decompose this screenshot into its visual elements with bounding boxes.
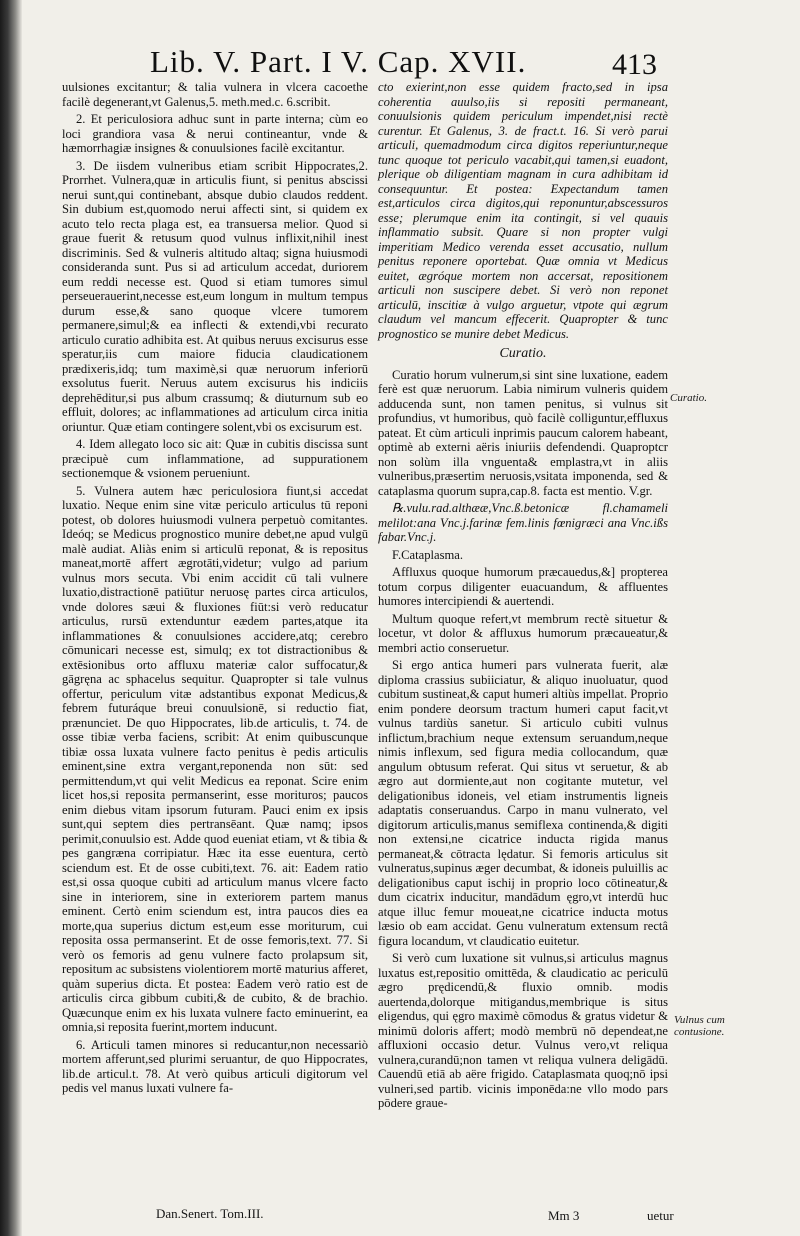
recipe-paragraph: ℞.vulu.rad.althææ,Vnc.ß.betonicæ fl.chamameli melilot:ana Vnc.j.farinæ fem.linis fœnigræci ana Vnc.ißs fabar.Vnc.j. — [378, 501, 668, 544]
right-paragraph-continuation: cto exierint,non esse quidem fracto,sed in ipsa coherentia auulso,iis si repositi permaneant, conuulsionis quidem periculum impendet,nisi rectè curentur. Et Galenus, 3. de fract.t. 16. Si verò parui articuli, quemadmodum circa digitos reperiuntur,neque tunc quoque tot periculo vacabit,qui tamen,si euadont, plerique ob diligentiam magnam in cura adhibitam id consequuntur. Et postea: Expectandum tamen est,articulos circa digitos,qui reponuntur,abscessuros esse; plerumque enim ita contingit, si vel quauis inflammatio subsit. Quare si non propter vulgi imperitiam Medico verenda esset accusatio, nullum penitus reponere oportebat. Quæ omnia vt Medicus euitet, ægróque mortem non accersat, repositionem articuli non suscipere debet. Si verò non reponet articulū, inscitiæ à vulgo arguetur, vtpote qui ægrum claudum vel mancum effecerit. Quapropter & tunc prognostico se munire debet Medicus. — [378, 80, 668, 341]
footer-catchword: uetur — [647, 1208, 674, 1223]
book-spine-shadow — [0, 0, 22, 1236]
left-paragraph-3: 3. De iisdem vulneribus etiam scribit Hippocrates,2. Prorrhet. Vulnera,quæ in articulis fiunt, si penitus abscissi nerui sunt,qui continebant, absque dubio claudos reddent. Sin dubium est,quomodo nerui affecti sint, si quidem ex acuto telo recta plaga est, ea transuersa melior. Quod si graue fuerit & retusum quod vulnus inflixit,nihil inest discriminis. Sed & vulneris altitudo altaq; signa huiusmodi consideranda sunt. Pus si ad articulum accedat, duriorem eum reddi necesse est. Quod si etiam tumores simul perseuerauerint,necesse est,eum longum in multum tempus durum esse,& sano quoque vlcere tumorem permanere,simul;& ea inflecti & extendi,vbi recurato articulo curatio adhibita est. At quibus neruus excisurus esse speratur,iis cum maiore fiducia claudicationem prædixeris,idq; tum maximè,si quæ neruorum inferiorū exsolutus fuerit. Neruus autem excisurus his indiciis deprehēditur,si pus album crassumq; & diuturnum sub eo effluit, dolores; ac inflammationes ad articulum circa initia oriuntur. Quæ etiam contingere solent,vbi os excisurum est. — [62, 158, 368, 434]
left-column — [62, 80, 368, 1099]
right-paragraph-4: Si ergo antica humeri pars vulnerata fuerit, alæ diploma crassius subiiciatur, & aliquo inuoluatur, quod cubitum sustineat,& caput humeri altiùs impellat. Proprio enim pondere deorsum tractum humeri caput facit,vt vulnus tardiùs sanetur. Si articulo cubiti vulnus inflictum,brachium neque extensum seruandum,neque nimis inflexum, sed figura media collocandum, quæ angulum obtusum referat. Qui situs vt seruetur, & ab ægro aut dormiente,aut non cogitante mutetur, vel deligationibus idoneis, vel etiam instrumentis ligneis adaptatis conseruandus. Carpo in manu vulnerato, vel digitorum articulis,manus semiflexa continenda,& digiti non extensi,ne cicatrice inducta rigida manus permaneat,& cōtracta lędatur. Si femoris articulus sit vulneratus,supinus æger decumbat, & idoneis puluillis ac deligationibus caput ischij in proprio loco cōtineatur,& dum cicatrix inducitur, mandādum ęgro,vt interdū huc atque illuc femur moueat,ne cicatrice inducta motus læsio ob eam accidat. Genu vulneratum extensum rectâ figura locandum, vt claudicatio euitetur. — [378, 658, 668, 948]
section-heading-curatio: Curatio. — [499, 346, 547, 361]
footer-signature-right: Mm 3 — [548, 1208, 580, 1223]
left-paragraph-5: 5. Vulnera autem hæc periculosiora fiunt,si accedat luxatio. Neque enim sine vitæ periculo articulus tū reponi potest, ob dolores huiusmodi vulnera perpetuò comitantes. Ideóq; se Medicus prognostico munire debet,ne apud vulgū malè audiat. Aliàs enim si articulū reponat, & is repositus maneat,mortē affert ægrotāti,videtur; vulgo ad parium vulnus mors secuta. Vbi enim accidit cū tali vulnere luxatio,distractionē patiūtur neruosę partes circa articulos, vnde dolores sæui & fluxiones fiūt:si verò reducatur articulus, rursū extenduntur eædem partes,atque ita inflammationes & conuulsiones accidere,atq; cerebro cōmunicari necesse est, simulq; ex tot distractionibus & extēsionibus orto affluxu materiæ calor suffocatur,& gāgręna ac sphacelus sequitur. Quapropter si tale vulnus offertur, periculum vitæ adstantibus exponat Medicus,& febrem futuráque breui conuulsionē, si reductio fiat, prænunciet. De quo Hippocrates, lib.de articulis, t. 74. de osse tibiæ verba faciens, scribit: At enim quibuscunque tibiæ ossa luxata vulnere facto penitus è pedis articulis eminent,sine extra vergant,reponenda non sūt: sed permittendum,vt qui velit Medicus ea reponat. Scire enim licet hos,si reposita permanserint, esse morituros; paucos enim diebus vitam ipsorum futuram. Pauci enim ex ipsis sunt,qui septem dies pertransēant. Quæ namq; ipsos perimit,conuulsio est. Adde quod eueniat etiam, vt & tibia & pes gangræna corripiatur. Hæc ita esse euentura, certò sciendum est. Et de osse cubiti,text. 76. ait: Eadem ratio est,si ossa quoque cubiti ad articulum manus vlcere facto sine in interiorem, sine in exteriorem partem manus eminent. Certò enim sciendum est, intra paucos dies ea morte,qua superius dictum est,eum esse moriturum, cui reposita ossa permanserint. Et de osse femoris,text. 77. Si verò os femoris ad genu vulnere facto prolapsum sit, repositum ac subsistens violentiorem mortē maturius afferet, quàm superius dicta. Et postea: Eadem verò ratio est de articulis circa gibbum cubiti,& de cubito, & de brachio. Quæcunque enim ex his luxata vulnere facto eminuerint, ea omnia,si reposita fuerint,mortem inducunt. — [62, 483, 368, 1034]
left-paragraph-2: 2. Et periculosiora adhuc sunt in parte interna; cùm eo loci grandiora vasa & nerui contineantur, vnde & hæmorrhagiæ insignes & conuulsiones facilè excitantur. — [62, 112, 368, 155]
margin-note-curatio: Curatio. — [670, 392, 707, 404]
left-paragraph-4: 4. Idem allegato loco sic ait: Quæ in cubitis discissa sunt præcipuè cum inflammatione, ad suppurationem sectionemque & vsionem perueniunt. — [62, 437, 368, 480]
right-paragraph-1: Curatio horum vulnerum,si sint sine luxatione, eadem ferè est quæ neruorum. Labia nimirum vulneris quidem adducenda sunt, non tamen penitus, si vulnus sit profundius, vt humoribus, quò facilè colliguntur,effluxus pateat. Et cùm articuli inprimis paucum calorem habeant, optimè ab externi aëris iniuriis defendendi. Quaproptcr non solùm illa vnguenta& emplastra,vt in aliis vulneribus,præsertim neruosis,vsitata imponenda, sed & cataplasma quorum supra,cap.8. facta est mentio. V.gr. — [378, 367, 668, 498]
right-paragraph-2: Affluxus quoque humorum præcauedus,&] propterea totum corpus diligenter euacuandum, & affluentes humores intercipiendi & auertendi. — [378, 565, 668, 608]
footer-signature-left: Dan.Senert. Tom.III. — [156, 1206, 264, 1221]
left-paragraph-6: 6. Articuli tamen minores si reducantur,non necessariò mortem afferunt,sed plurimi seruantur, de quo Hippocrates, lib.de articul.t. 78. At verò quibus articuli digitorum vel pedis vel manus luxati vulnere fa- — [62, 1037, 368, 1095]
right-paragraph-5: Si verò cum luxatione sit vulnus,si articulus magnus luxatus est,repositio omittēda, & claudicatio ac periculū ægro prędicendū,& fluxio omnib. modis auertenda,dolorque mitigandus,membrique is situs eligendus, qui ęgro maximè cōmodus & gratus videtur & minimū doloris affert; modò membrū nō dependeat,ne affluxioni occasio detur. Vulnus vero,vt reliqua vulnera,curandū;non tamen vt reliqua vulnera deligādū. Cauendū etiā ab aëre frigido. Cataplasmata quoq;nō ipsi vulneri,sed partib. vicinis imponēda:ne vllo modo pars pōdere graue- — [378, 951, 668, 1110]
margin-note-vulnus-cum-contusione: Vulnus cum contusione. — [674, 1014, 725, 1038]
right-column — [378, 80, 668, 1114]
right-paragraph-3: Multum quoque refert,vt membrum rectè situetur & locetur, vt dolor & affluxus humorum præcaueatur,& membri actio conseruetur. — [378, 611, 668, 655]
recipe-result: F.Cataplasma. — [392, 547, 464, 562]
left-paragraph-1: uulsiones excitantur; & talia vulnera in vlcera cacoethe facilè degenerant,vt Galenus,5. meth.med.c. 6.scribit. — [62, 80, 368, 109]
running-header-title: Lib. V. Part. I V. Cap. XVII. — [150, 44, 527, 79]
page-number: 413 — [612, 48, 657, 81]
